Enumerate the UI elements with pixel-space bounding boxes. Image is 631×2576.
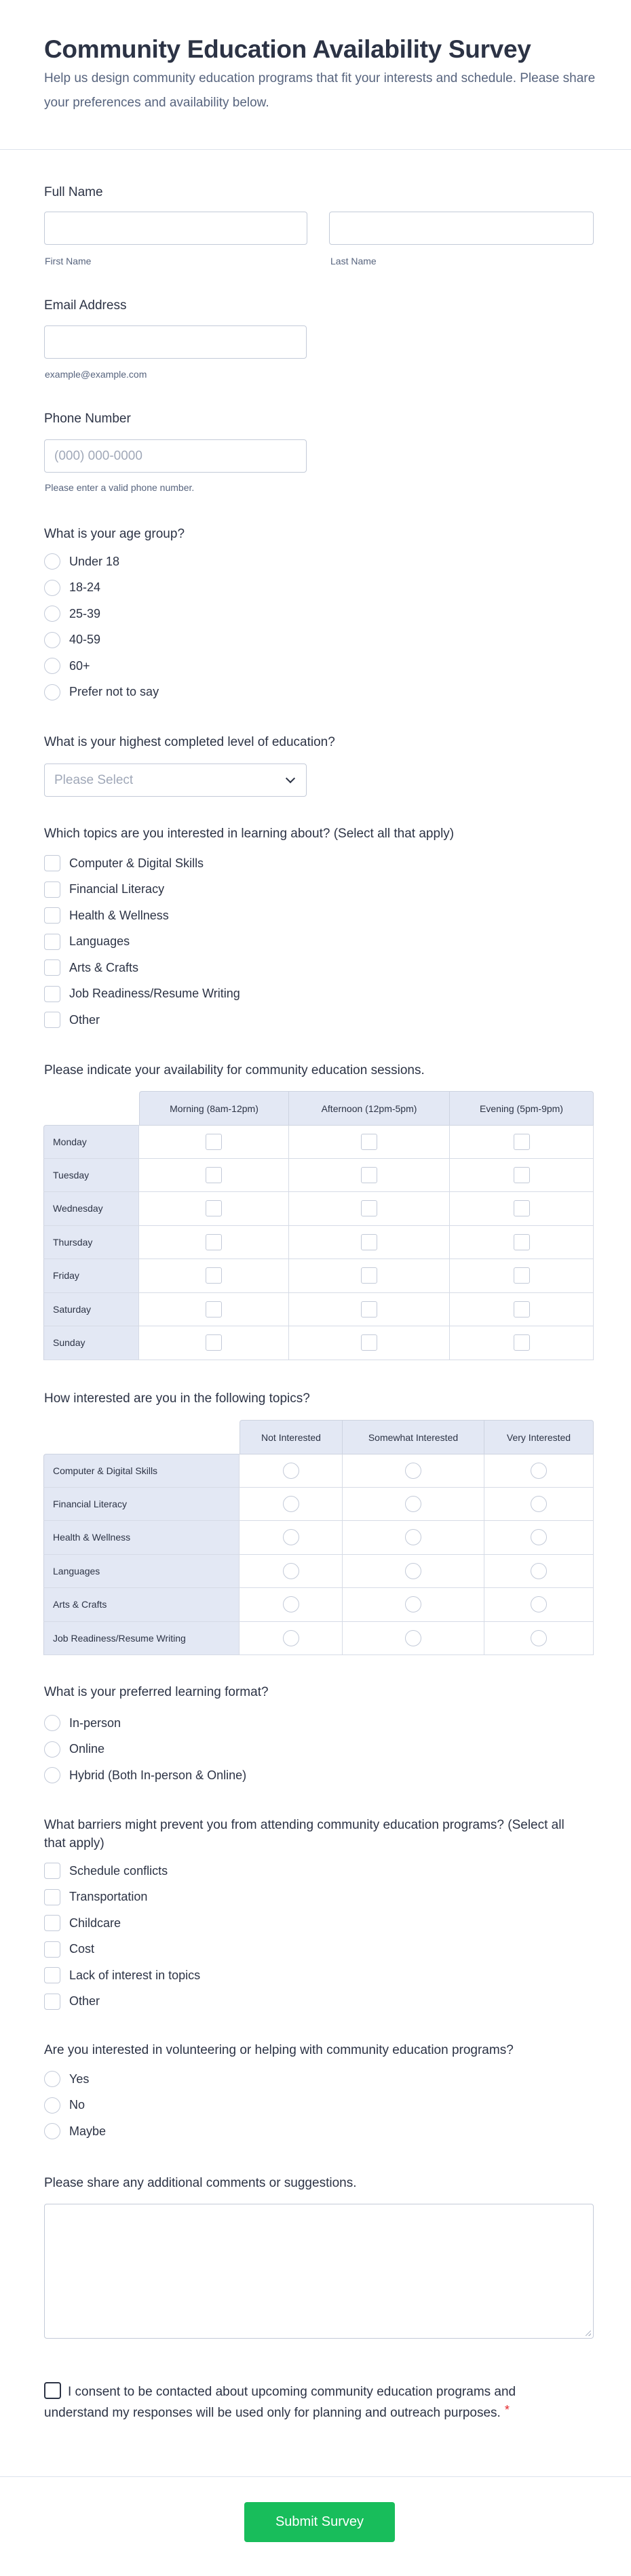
availability-checkbox[interactable] xyxy=(361,1334,377,1351)
age-question: What is your age group? xyxy=(44,527,185,541)
availability-checkbox[interactable] xyxy=(361,1200,377,1216)
phone-input[interactable]: (000) 000-0000 xyxy=(44,439,307,473)
barriers-option[interactable] xyxy=(44,1888,147,1906)
availability-checkbox[interactable] xyxy=(206,1267,222,1284)
column-header: Very Interested xyxy=(484,1420,594,1454)
volunteer-question: Are you interested in volunteering or helping with community education programs? xyxy=(44,2043,514,2057)
phone-hint: Please enter a valid phone number. xyxy=(45,482,195,493)
matrix-cell[interactable] xyxy=(484,1488,594,1522)
option-label: 40-59 xyxy=(69,633,101,646)
interest-radio[interactable] xyxy=(531,1529,547,1545)
row-label: Job Readiness/Resume Writing xyxy=(43,1622,240,1656)
format-option[interactable] xyxy=(44,1741,104,1758)
topics-option[interactable] xyxy=(44,933,130,951)
option-label: Cost xyxy=(69,1942,95,1956)
format-option[interactable] xyxy=(44,1714,121,1732)
age-option[interactable] xyxy=(44,553,119,570)
volunteer-option[interactable] xyxy=(44,2122,106,2140)
availability-checkbox[interactable] xyxy=(514,1267,530,1284)
availability-checkbox[interactable] xyxy=(514,1134,530,1150)
option-label: Job Readiness/Resume Writing xyxy=(69,987,240,1000)
checkbox[interactable] xyxy=(44,1889,60,1905)
option-label: Schedule conflicts xyxy=(69,1863,168,1878)
checkbox[interactable] xyxy=(44,881,60,898)
option-label: In-person xyxy=(69,1716,121,1730)
availability-checkbox[interactable] xyxy=(206,1334,222,1351)
checkbox[interactable] xyxy=(44,1915,60,1931)
age-option[interactable] xyxy=(44,631,100,649)
option-label: Online xyxy=(69,1742,105,1756)
matrix-corner xyxy=(43,1420,240,1454)
option-label: No xyxy=(69,2098,85,2112)
matrix-cell[interactable] xyxy=(343,1521,484,1555)
option-label: Languages xyxy=(69,934,130,948)
option-label: Financial Literacy xyxy=(69,882,165,896)
required-mark: * xyxy=(504,2403,510,2417)
matrix-cell[interactable] xyxy=(484,1622,594,1656)
matrix-cell[interactable] xyxy=(343,1488,484,1522)
footer-divider xyxy=(0,2476,631,2477)
barriers-question: What barriers might prevent you from attending community education programs? (Select all that apply) xyxy=(44,1818,565,1850)
volunteer-option[interactable] xyxy=(44,2097,85,2114)
comments-question: Please share any additional comments or suggestions. xyxy=(44,2176,357,2190)
row-label: Friday xyxy=(43,1259,139,1293)
option-label: Childcare xyxy=(69,1916,121,1930)
radio-button[interactable] xyxy=(44,580,60,596)
option-label: Computer & Digital Skills xyxy=(69,856,204,870)
radio-button[interactable] xyxy=(44,1767,60,1783)
matrix-cell[interactable] xyxy=(450,1293,594,1327)
interest-radio[interactable] xyxy=(531,1563,547,1579)
matrix-cell[interactable] xyxy=(289,1226,450,1260)
email-input[interactable] xyxy=(44,325,307,359)
consent-checkbox[interactable] xyxy=(44,2382,61,2399)
matrix-cell[interactable] xyxy=(450,1125,594,1159)
barriers-option[interactable] xyxy=(44,1941,94,1958)
column-header: Evening (5pm-9pm) xyxy=(450,1091,594,1125)
availability-checkbox[interactable] xyxy=(206,1200,222,1216)
comments-textarea[interactable] xyxy=(44,2204,594,2339)
matrix-cell[interactable] xyxy=(343,1622,484,1656)
format-question: What is your preferred learning format? xyxy=(44,1685,269,1699)
option-label: Transportation xyxy=(69,1890,148,1903)
interest-radio[interactable] xyxy=(405,1630,421,1646)
matrix-row xyxy=(43,1159,594,1193)
matrix-cell[interactable] xyxy=(450,1326,594,1360)
option-label: Hybrid (Both In-person & Online) xyxy=(69,1768,247,1782)
interest-radio[interactable] xyxy=(405,1463,421,1479)
page-description: Help us design community education programs that fit your interests and schedule. Please share your preferences and availability below. xyxy=(44,71,596,110)
submit-survey-button[interactable]: Submit Survey xyxy=(244,2502,395,2542)
row-label: Financial Literacy xyxy=(43,1488,240,1522)
age-option[interactable] xyxy=(44,657,90,675)
interest-radio[interactable] xyxy=(405,1529,421,1545)
last-name-input[interactable] xyxy=(329,212,594,245)
radio-button[interactable] xyxy=(44,2097,60,2114)
radio-button[interactable] xyxy=(44,2071,60,2087)
matrix-cell[interactable] xyxy=(289,1159,450,1193)
option-label: Other xyxy=(69,1012,100,1027)
availability-checkbox[interactable] xyxy=(514,1234,530,1250)
matrix-row xyxy=(43,1326,594,1360)
option-label: 60+ xyxy=(69,658,90,673)
interest-matrix xyxy=(43,1420,594,1655)
matrix-cell[interactable] xyxy=(484,1555,594,1589)
volunteer-option[interactable] xyxy=(44,2070,89,2088)
radio-button[interactable] xyxy=(44,553,60,570)
topics-option[interactable] xyxy=(44,854,204,872)
topics-option[interactable] xyxy=(44,985,240,1003)
availability-checkbox[interactable] xyxy=(206,1301,222,1317)
consent-field xyxy=(44,2382,533,2422)
interest-radio[interactable] xyxy=(531,1630,547,1646)
matrix-cell[interactable] xyxy=(240,1454,343,1488)
interest-radio[interactable] xyxy=(283,1529,299,1545)
matrix-cell[interactable] xyxy=(343,1588,484,1622)
interest-radio[interactable] xyxy=(283,1563,299,1579)
row-label: Monday xyxy=(43,1125,139,1159)
matrix-cell[interactable] xyxy=(240,1622,343,1656)
chevron-down-icon xyxy=(286,773,295,782)
radio-button[interactable] xyxy=(44,606,60,622)
matrix-cell[interactable] xyxy=(450,1259,594,1293)
availability-checkbox[interactable] xyxy=(206,1234,222,1250)
header-divider xyxy=(0,149,631,150)
matrix-cell[interactable] xyxy=(289,1326,450,1360)
format-option[interactable] xyxy=(44,1766,246,1784)
matrix-row xyxy=(43,1192,594,1226)
row-label: Tuesday xyxy=(43,1159,139,1193)
interest-radio[interactable] xyxy=(283,1596,299,1612)
option-label: 25-39 xyxy=(69,606,101,620)
education-question: What is your highest completed level of education? xyxy=(44,735,335,749)
checkbox[interactable] xyxy=(44,986,60,1002)
matrix-cell[interactable] xyxy=(484,1521,594,1555)
option-label: Lack of interest in topics xyxy=(69,1968,201,1982)
matrix-cell[interactable] xyxy=(139,1326,289,1360)
interest-radio[interactable] xyxy=(531,1596,547,1612)
resize-handle-icon[interactable] xyxy=(586,2331,591,2336)
matrix-cell[interactable] xyxy=(450,1159,594,1193)
phone-label: Phone Number xyxy=(44,412,131,426)
interest-radio[interactable] xyxy=(283,1630,299,1646)
email-label: Email Address xyxy=(44,298,127,313)
checkbox[interactable] xyxy=(44,1967,60,1983)
barriers-option[interactable] xyxy=(44,1914,121,1932)
matrix-cell[interactable] xyxy=(240,1488,343,1522)
matrix-cell[interactable] xyxy=(289,1293,450,1327)
matrix-cell[interactable] xyxy=(240,1521,343,1555)
interest-radio[interactable] xyxy=(405,1496,421,1512)
availability-checkbox[interactable] xyxy=(514,1167,530,1183)
radio-button[interactable] xyxy=(44,1715,60,1731)
matrix-cell[interactable] xyxy=(139,1159,289,1193)
checkbox[interactable] xyxy=(44,1863,60,1879)
radio-button[interactable] xyxy=(44,2123,60,2139)
barriers-option[interactable] xyxy=(44,1862,168,1880)
interest-radio[interactable] xyxy=(405,1563,421,1579)
first-name-sublabel: First Name xyxy=(45,256,92,266)
option-label: Prefer not to say xyxy=(69,685,159,698)
row-label: Health & Wellness xyxy=(43,1521,240,1555)
row-label: Computer & Digital Skills xyxy=(43,1454,240,1488)
interest-question: How interested are you in the following topics? xyxy=(44,1391,310,1406)
matrix-row xyxy=(43,1125,594,1159)
barriers-option[interactable] xyxy=(44,1993,100,2010)
topics-option[interactable] xyxy=(44,907,169,924)
row-label: Languages xyxy=(43,1555,240,1589)
column-header: Somewhat Interested xyxy=(343,1420,484,1454)
row-label: Wednesday xyxy=(43,1192,139,1226)
matrix-cell[interactable] xyxy=(450,1192,594,1226)
matrix-row xyxy=(43,1622,594,1656)
matrix-cell[interactable] xyxy=(139,1192,289,1226)
education-select-value: Please Select xyxy=(54,773,134,787)
availability-question: Please indicate your availability for community education sessions. xyxy=(44,1063,425,1077)
matrix-cell[interactable] xyxy=(343,1555,484,1589)
checkbox[interactable] xyxy=(44,959,60,976)
availability-checkbox[interactable] xyxy=(514,1334,530,1351)
option-label: Arts & Crafts xyxy=(69,960,139,974)
row-label: Arts & Crafts xyxy=(43,1588,240,1622)
interest-radio[interactable] xyxy=(283,1496,299,1512)
matrix-cell[interactable] xyxy=(240,1588,343,1622)
matrix-cell[interactable] xyxy=(484,1588,594,1622)
availability-checkbox[interactable] xyxy=(361,1234,377,1250)
option-label: Yes xyxy=(69,2072,90,2086)
radio-button[interactable] xyxy=(44,1741,60,1758)
option-label: Maybe xyxy=(69,2124,107,2138)
matrix-cell[interactable] xyxy=(139,1259,289,1293)
option-label: Other xyxy=(69,1994,100,2008)
matrix-row xyxy=(43,1555,594,1589)
column-header: Afternoon (12pm-5pm) xyxy=(289,1091,450,1125)
topics-option[interactable] xyxy=(44,959,138,976)
full-name-label: Full Name xyxy=(44,185,103,199)
matrix-row xyxy=(43,1259,594,1293)
last-name-sublabel: Last Name xyxy=(330,256,377,266)
matrix-cell[interactable] xyxy=(289,1125,450,1159)
column-header: Not Interested xyxy=(240,1420,343,1454)
availability-checkbox[interactable] xyxy=(514,1200,530,1216)
interest-radio[interactable] xyxy=(405,1596,421,1612)
option-label: 18-24 xyxy=(69,580,101,594)
radio-button[interactable] xyxy=(44,658,60,674)
row-label: Sunday xyxy=(43,1326,139,1360)
matrix-cell[interactable] xyxy=(450,1226,594,1260)
matrix-cell[interactable] xyxy=(139,1226,289,1260)
availability-checkbox[interactable] xyxy=(206,1167,222,1183)
age-option[interactable] xyxy=(44,605,100,622)
availability-checkbox[interactable] xyxy=(206,1134,222,1150)
matrix-row xyxy=(43,1521,594,1555)
matrix-cell[interactable] xyxy=(139,1293,289,1327)
availability-checkbox[interactable] xyxy=(514,1301,530,1317)
availability-matrix xyxy=(43,1091,594,1360)
checkbox[interactable] xyxy=(44,907,60,924)
consent-text: I consent to be contacted about upcoming community education programs and understand my responses will be used only for planning and outreach purposes. xyxy=(44,2385,516,2420)
topics-option[interactable] xyxy=(44,881,164,898)
first-name-input[interactable] xyxy=(44,212,307,245)
option-label: Under 18 xyxy=(69,554,120,568)
option-label: Health & Wellness xyxy=(69,908,169,922)
page-title: Community Education Availability Survey xyxy=(44,35,531,63)
interest-radio[interactable] xyxy=(283,1463,299,1479)
topics-question: Which topics are you interested in learning about? (Select all that apply) xyxy=(44,827,455,841)
matrix-cell[interactable] xyxy=(240,1555,343,1589)
matrix-row xyxy=(43,1226,594,1260)
radio-button[interactable] xyxy=(44,684,60,700)
matrix-row xyxy=(43,1588,594,1622)
matrix-row xyxy=(43,1454,594,1488)
barriers-option[interactable] xyxy=(44,1966,200,1984)
matrix-cell[interactable] xyxy=(343,1454,484,1488)
checkbox[interactable] xyxy=(44,1994,60,2010)
email-hint: example@example.com xyxy=(45,369,147,380)
availability-checkbox[interactable] xyxy=(361,1267,377,1284)
age-option[interactable] xyxy=(44,683,159,701)
radio-button[interactable] xyxy=(44,632,60,648)
availability-checkbox[interactable] xyxy=(361,1134,377,1150)
matrix-cell[interactable] xyxy=(289,1259,450,1293)
matrix-corner xyxy=(43,1091,139,1125)
row-label: Saturday xyxy=(43,1293,139,1327)
education-select[interactable] xyxy=(44,764,307,797)
availability-checkbox[interactable] xyxy=(361,1301,377,1317)
topics-option[interactable] xyxy=(44,1011,100,1029)
matrix-row xyxy=(43,1488,594,1522)
checkbox[interactable] xyxy=(44,934,60,950)
checkbox[interactable] xyxy=(44,1012,60,1028)
row-label: Thursday xyxy=(43,1226,139,1260)
column-header: Morning (8am-12pm) xyxy=(139,1091,289,1125)
interest-radio[interactable] xyxy=(531,1463,547,1479)
matrix-row xyxy=(43,1293,594,1327)
interest-radio[interactable] xyxy=(531,1496,547,1512)
matrix-cell[interactable] xyxy=(139,1125,289,1159)
age-option[interactable] xyxy=(44,579,100,597)
matrix-cell[interactable] xyxy=(289,1192,450,1226)
availability-checkbox[interactable] xyxy=(361,1167,377,1183)
checkbox[interactable] xyxy=(44,1941,60,1958)
matrix-cell[interactable] xyxy=(484,1454,594,1488)
checkbox[interactable] xyxy=(44,855,60,871)
